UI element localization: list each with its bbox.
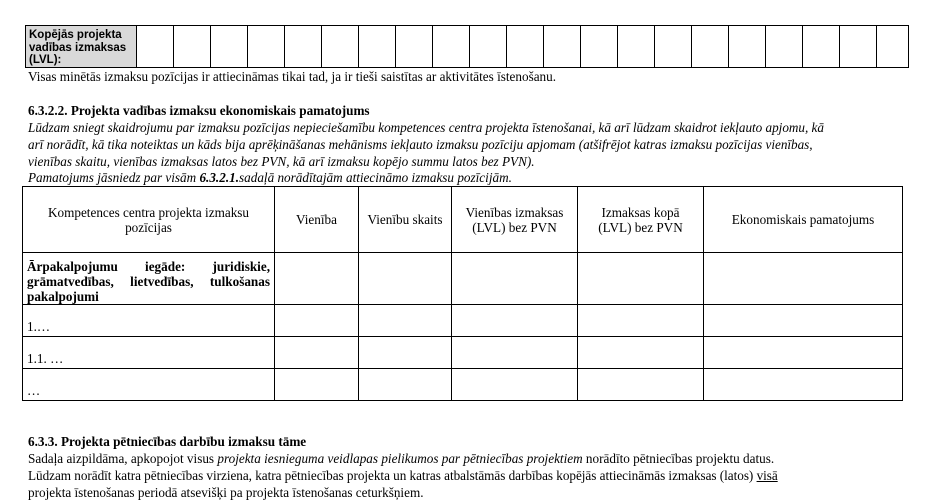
column-header: Ekonomiskais pamatojums: [704, 187, 903, 253]
table-cell[interactable]: [275, 369, 359, 401]
pamatojums-ref: 6.3.2.1.: [199, 170, 239, 185]
table-cell[interactable]: [704, 253, 903, 305]
section-633-line: [28, 468, 778, 484]
column-header: Kompetences centra projekta izmaksu pozīcijas: [23, 187, 275, 253]
total-cost-cell[interactable]: [729, 26, 766, 68]
table-row: [23, 337, 903, 369]
text-fragment: visā: [756, 468, 778, 483]
row-label: Ārpakalpojumu iegāde: juridiskie, grāmatvedības, lietvedības, tulkošanas pakalpojumi: [23, 253, 275, 305]
total-cost-cell[interactable]: [803, 26, 840, 68]
total-cost-cell[interactable]: [581, 26, 618, 68]
table-row: [23, 253, 903, 305]
table-cell[interactable]: [578, 305, 704, 337]
column-header: Vienību skaits: [359, 187, 452, 253]
table-cell[interactable]: [359, 305, 452, 337]
table-cell[interactable]: [578, 369, 704, 401]
total-cost-cell[interactable]: [211, 26, 248, 68]
total-cost-cell[interactable]: [137, 26, 174, 68]
pamatojums-line: [28, 170, 512, 186]
total-cost-cell[interactable]: [285, 26, 322, 68]
total-cost-cell[interactable]: [470, 26, 507, 68]
total-cost-cell[interactable]: [692, 26, 729, 68]
table-cell[interactable]: [452, 305, 578, 337]
table-cell[interactable]: [275, 305, 359, 337]
instruction-line: arī norādīt, kā tika noteiktas un kāds bija aprēķināšanas mehānisms iekļauto izmaksu pozīciju apjomam (atšifrējot katras izmaksu pozīcijas vienības,: [28, 137, 813, 152]
table-cell[interactable]: [359, 337, 452, 369]
justification-table: [22, 186, 903, 401]
section-633-line: [28, 451, 774, 467]
instruction-line: Lūdzam sniegt skaidrojumu par izmaksu pozīcijas nepieciešamību kompetences centra projekta īstenošanai, kā arī lūdzam skaidrot iekļauto apjomu, kā: [28, 120, 824, 135]
total-cost-cell[interactable]: [766, 26, 803, 68]
column-header: Izmaksas kopā (LVL) bez PVN: [578, 187, 704, 253]
section-6322-heading: 6.3.2.2. Projekta vadības izmaksu ekonomiskais pamatojums: [28, 103, 370, 118]
eligibility-note: Visas minētās izmaksu pozīcijas ir attiecināmas tikai tad, ja ir tieši saistītas ar aktivitātes īstenošanu.: [28, 69, 557, 84]
text-fragment: Sadaļa aizpildāma, apkopojot visus: [28, 451, 218, 466]
table-cell[interactable]: [578, 337, 704, 369]
total-costs-row: [26, 26, 909, 68]
row-label: 1.1. …: [23, 337, 275, 369]
section-633-line: projekta īstenošanas periodā atsevišķi pa projekta īstenošanas ceturkšņiem.: [28, 485, 424, 500]
row-label: …: [23, 369, 275, 401]
total-cost-cell[interactable]: [877, 26, 909, 68]
table-cell[interactable]: [452, 369, 578, 401]
total-cost-cell[interactable]: [507, 26, 544, 68]
total-cost-cell[interactable]: [322, 26, 359, 68]
total-cost-cell[interactable]: [618, 26, 655, 68]
table-row: [23, 305, 903, 337]
total-cost-cell[interactable]: [359, 26, 396, 68]
table-cell[interactable]: [359, 253, 452, 305]
table-cell[interactable]: [452, 253, 578, 305]
total-cost-cell[interactable]: [544, 26, 581, 68]
table-cell[interactable]: [704, 337, 903, 369]
table-cell[interactable]: [359, 369, 452, 401]
pamatojums-prefix: Pamatojums jāsniedz par visām: [28, 170, 200, 185]
pamatojums-suffix: sadaļā norādītajām attiecināmo izmaksu pozīcijām.: [239, 170, 512, 185]
column-header: Vienība: [275, 187, 359, 253]
table-cell[interactable]: [704, 369, 903, 401]
table-cell[interactable]: [704, 305, 903, 337]
total-cost-cell[interactable]: [655, 26, 692, 68]
text-fragment: projekta iesnieguma veidlapas pielikumos par pētniecības projektiem: [217, 451, 583, 466]
total-cost-cell[interactable]: [840, 26, 877, 68]
table-cell[interactable]: [578, 253, 704, 305]
total-costs-label: Kopējās projekta vadības izmaksas (LVL):: [26, 26, 137, 68]
text-fragment: norādīto pētniecības projektu datus.: [582, 451, 775, 466]
table-row: [23, 369, 903, 401]
text-fragment: Lūdzam norādīt katra pētniecības virziena, katra pētniecības projekta un katras atbalstāmās darbības kopējās attiecināmās izmaksas (latos): [28, 468, 757, 483]
table-header-row: [23, 187, 903, 253]
instruction-line: vienības skaitu, vienības izmaksas latos bez PVN, kā arī izmaksu kopējo summu latos bez PVN).: [28, 154, 535, 169]
total-cost-cell[interactable]: [174, 26, 211, 68]
table-cell[interactable]: [275, 253, 359, 305]
table-cell[interactable]: [275, 337, 359, 369]
row-label: 1.…: [23, 305, 275, 337]
total-cost-cell[interactable]: [248, 26, 285, 68]
total-costs-table: [25, 25, 909, 68]
table-cell[interactable]: [452, 337, 578, 369]
total-cost-cell[interactable]: [396, 26, 433, 68]
section-633-heading: 6.3.3. Projekta pētniecības darbību izmaksu tāme: [28, 434, 307, 449]
column-header: Vienības izmaksas (LVL) bez PVN: [452, 187, 578, 253]
total-cost-cell[interactable]: [433, 26, 470, 68]
